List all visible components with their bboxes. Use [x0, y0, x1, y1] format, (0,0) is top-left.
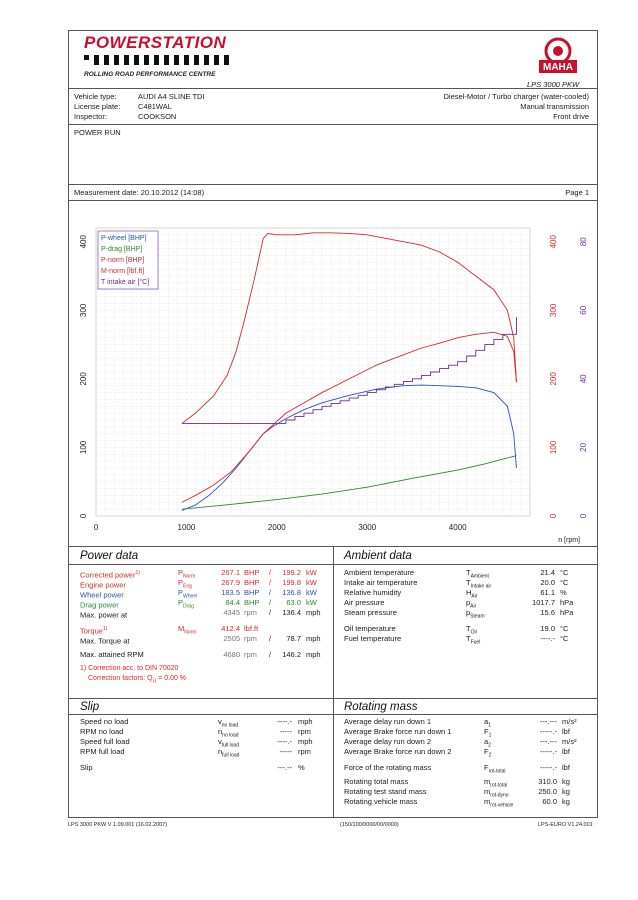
ambient-symbol: [466, 608, 485, 622]
slip-row-label: RPM no load: [80, 727, 124, 736]
symbol-subscript: rot-dyno: [490, 792, 509, 799]
rotating-mass-unit: m/s²: [562, 737, 577, 746]
symbol-subscript: Ambient: [470, 573, 489, 580]
symbol-base: v: [218, 737, 222, 746]
run-title: POWER RUN: [74, 128, 121, 137]
vehicle-type-label: Vehicle type:: [74, 92, 117, 101]
value-primary: 2505: [223, 634, 240, 643]
ambient-value: 61.1: [540, 588, 555, 597]
rotating-mass-value: 60.0: [542, 797, 557, 806]
checkered-flag-stripe-2: [89, 60, 234, 65]
right-temp-tick-label: 0: [579, 513, 588, 519]
value-primary: 267.1: [221, 568, 240, 577]
license-plate-label: License plate:: [74, 102, 121, 111]
torque-row-label: [80, 634, 129, 647]
label-text: Wheel power: [80, 590, 124, 600]
power-row-label: [80, 608, 127, 621]
slip-value: -----: [279, 727, 292, 736]
torque-symbol: [178, 624, 196, 638]
rotating-mass-row-label: Average Brake force run down 2: [344, 747, 452, 756]
symbol-base: M: [178, 624, 185, 633]
ambient-unit: %: [560, 588, 567, 597]
symbol-base: m: [484, 777, 491, 786]
footer-software-version: LPS 3000 PKW V 1.09.001 (16.02.2007): [68, 822, 168, 828]
ambient-unit: hPa: [560, 608, 574, 617]
transmission-type: Manual transmission: [520, 102, 589, 111]
engine-type: Diesel-Motor / Turbo charger (water-cooled): [443, 92, 589, 101]
symbol-subscript: Intake air: [470, 583, 492, 590]
note-value: = 0.00 %: [158, 675, 187, 682]
column-divider: [333, 546, 334, 698]
value-primary: 412.4: [221, 624, 240, 633]
left-tick-label: 0: [79, 513, 88, 519]
ambient-row-label: Air pressure: [344, 598, 385, 607]
slip-value: -----: [279, 747, 292, 756]
ambient-unit: °C: [560, 578, 569, 587]
ambient-row-label: Ambient temperature: [344, 568, 415, 577]
unit-secondary: mph: [306, 634, 321, 643]
footer-euro-version: LPS-EURO V1.24.001: [538, 822, 593, 828]
max-speed-unit: mph: [306, 650, 321, 659]
legend-entry: P-norm [BHP]: [101, 257, 145, 264]
page-number: Page 1: [565, 188, 589, 197]
ambient-unit: °C: [560, 634, 569, 643]
value-primary: 183.5: [221, 588, 240, 597]
divider: [68, 200, 598, 201]
unit-secondary: kW: [306, 578, 317, 587]
x-tick-label: 4000: [448, 523, 467, 532]
value-primary: 84.4: [225, 598, 240, 607]
symbol-subscript: rot-vehicle: [490, 802, 514, 809]
symbol-subscript: Air: [470, 603, 477, 610]
symbol-subscript: Norm: [183, 573, 196, 580]
slip-row-label: RPM full load: [80, 747, 125, 756]
dyno-model: LPS 3000 PKW: [527, 80, 580, 89]
footnote-mark: 1): [135, 570, 140, 576]
separator: /: [269, 608, 272, 617]
unit-primary: BHP: [244, 578, 260, 587]
right-temp-tick-label: 40: [579, 374, 588, 384]
slip-unit: rpm: [298, 747, 311, 756]
symbol-base: a: [484, 737, 489, 746]
divider: [68, 714, 598, 715]
slip-value: ---.--: [277, 763, 292, 772]
measurement-date-caption: Measurement date:: [74, 188, 139, 197]
rotating-mass-unit: kg: [562, 787, 570, 796]
rotating-mass-symbol: [484, 747, 491, 761]
rotating-mass-unit: kg: [562, 797, 570, 806]
symbol-base: P: [178, 598, 184, 607]
symbol-subscript: Drag: [183, 603, 194, 610]
symbol-subscript: Wheel: [183, 593, 198, 600]
slip-symbol: [218, 747, 239, 761]
left-tick-label: 300: [79, 303, 88, 317]
symbol-subscript: 1: [488, 722, 491, 729]
rotating-mass-title: Rotating mass: [344, 701, 418, 713]
rotating-mass-value: -----.-: [539, 727, 557, 736]
separator: /: [269, 588, 272, 597]
slip-row-label: Speed full load: [80, 737, 130, 746]
value-secondary: 136.8: [282, 588, 301, 597]
symbol-base: F: [484, 747, 489, 756]
rotating-mass-unit: m/s²: [562, 717, 577, 726]
slip-label: Slip: [80, 763, 93, 772]
maha-logo-text: MAHA: [543, 62, 573, 73]
symbol-base: a: [484, 717, 489, 726]
drive-type: Front drive: [553, 112, 589, 121]
symbol-base: P: [178, 588, 184, 597]
ambient-value: ----.-: [540, 634, 555, 643]
inspector-label: Inspector:: [74, 112, 107, 121]
correction-note: 1) Correction acc. to DIN 70020: [80, 665, 179, 672]
correction-factor-note: [88, 674, 186, 686]
power-run-chart: [68, 210, 598, 546]
symbol-subscript: 1: [488, 732, 492, 739]
slip-unit: mph: [298, 717, 313, 726]
unit-primary: BHP: [244, 568, 260, 577]
rotating-mass-symbol: [484, 763, 506, 777]
symbol-subscript: full load: [221, 742, 239, 749]
value-secondary: 199.8: [282, 578, 301, 587]
unit-secondary: kW: [306, 598, 317, 607]
slip-value: ----.-: [277, 737, 292, 746]
symbol-subscript: Oil: [470, 629, 477, 636]
rotating-mass-row-label: Average Brake force run down 1: [344, 727, 452, 736]
ambient-unit: °C: [560, 624, 569, 633]
label-text: Max. power at: [80, 610, 128, 620]
power-data-title: Power data: [80, 550, 139, 562]
symbol-subscript: Fuel: [470, 639, 481, 646]
symbol-base: m: [484, 787, 491, 796]
rotating-mass-value: -----.-: [539, 747, 557, 756]
right-power-tick-label: 400: [549, 235, 558, 249]
symbol-base: n: [218, 747, 223, 756]
max-speed-value: 146.2: [282, 650, 301, 659]
slip-value: ----.-: [277, 717, 292, 726]
left-tick-label: 100: [79, 440, 88, 455]
column-divider: [333, 698, 334, 818]
rotating-mass-value: ---.---: [539, 737, 557, 746]
separator: /: [269, 598, 272, 607]
x-tick-label: 3000: [358, 523, 377, 532]
max-rpm-label: Max. attained RPM: [80, 650, 144, 659]
unit-secondary: mph: [306, 608, 321, 617]
label-text: Max. Torque at: [80, 636, 130, 646]
max-rpm-unit: rpm: [244, 650, 257, 659]
ambient-value: 20.0: [540, 578, 555, 587]
right-power-tick-label: 100: [549, 440, 558, 455]
symbol-base: H: [466, 588, 472, 597]
ambient-unit: hPa: [560, 598, 574, 607]
unit-primary: rpm: [244, 608, 257, 617]
right-temp-tick-label: 60: [579, 305, 588, 315]
separator: /: [269, 650, 272, 659]
right-power-tick-label: 200: [549, 372, 558, 386]
symbol-base: p: [466, 608, 471, 617]
separator: /: [269, 568, 272, 577]
ambient-row-label: Fuel temperature: [344, 634, 402, 643]
max-rpm-value: 4680: [223, 650, 240, 659]
ambient-data-title: Ambient data: [344, 550, 412, 562]
value-primary: 267.9: [221, 578, 240, 587]
x-tick-label: 1000: [177, 523, 196, 532]
separator: /: [269, 578, 272, 587]
symbol-subscript: Air: [471, 593, 478, 600]
ambient-value: 1017.7: [532, 598, 555, 607]
ambient-symbol: [466, 634, 480, 648]
label-text: Torque: [80, 626, 103, 636]
rotating-mass-row-label: Average delay run down 2: [344, 737, 432, 746]
unit-secondary: kW: [306, 568, 317, 577]
separator: /: [269, 634, 272, 643]
rotating-mass-value: 250.0: [538, 787, 557, 796]
rotating-mass-value: 310.0: [538, 777, 557, 786]
symbol-base: T: [466, 634, 471, 643]
label-text: Corrected power: [80, 570, 136, 580]
unit-primary: BHP: [244, 598, 260, 607]
symbol-base: P: [178, 578, 184, 587]
unit-primary: rpm: [244, 634, 257, 643]
note-text: Correction factors: Q: [88, 675, 153, 682]
ambient-row-label: Relative humidity: [344, 588, 402, 597]
rotating-mass-value: ---.---: [539, 717, 557, 726]
license-plate-value: C481WAL: [138, 102, 172, 111]
measurement-date-label: [74, 188, 204, 198]
symbol-subscript: no load: [222, 732, 239, 739]
unit-secondary: kW: [306, 588, 317, 597]
brand-logo-text: POWERSTATION: [84, 33, 227, 52]
symbol-base: F: [484, 763, 489, 772]
divider: [68, 698, 598, 699]
label-text: Drag power: [80, 600, 119, 610]
rotating-mass-row-label: Rotating vehicle mass: [344, 797, 418, 806]
symbol-subscript: 2: [488, 742, 491, 749]
symbol-subscript: no load: [221, 722, 239, 729]
right-temp-tick-label: 80: [579, 237, 588, 247]
symbol-base: P: [178, 568, 184, 577]
symbol-subscript: Eng: [183, 583, 192, 590]
ambient-unit: °C: [560, 568, 569, 577]
divider: [68, 184, 598, 185]
symbol-base: F: [484, 727, 489, 736]
unit-primary: lbf.ft: [244, 624, 259, 633]
symbol-base: T: [466, 568, 471, 577]
brand-subtitle: ROLLING ROAD PERFORMANCE CENTRE: [84, 71, 216, 78]
left-tick-label: 400: [79, 235, 88, 249]
rotating-mass-unit: kg: [562, 777, 570, 786]
slip-unit: rpm: [298, 727, 311, 736]
footer-config-code: (150/100/0000/00/0000): [340, 822, 399, 828]
rotating-mass-unit: lbf: [562, 747, 570, 756]
left-tick-label: 200: [79, 372, 88, 386]
symbol-base: p: [466, 598, 471, 607]
maha-logo: [537, 36, 579, 76]
rotating-mass-row-label: Average delay run down 1: [344, 717, 432, 726]
slip-row-label: Speed no load: [80, 717, 129, 726]
symbol-subscript: rot-total: [490, 782, 508, 789]
rotating-mass-row-label: Rotating test stand mass: [344, 787, 427, 796]
label-text: Engine power: [80, 580, 126, 590]
value-primary: 4345: [223, 608, 240, 617]
ambient-row-label: Steam pressure: [344, 608, 397, 617]
slip-title: Slip: [80, 701, 100, 713]
ambient-row-label: Oil temperature: [344, 624, 396, 633]
unit-primary: BHP: [244, 588, 260, 597]
power-symbol: [178, 598, 194, 612]
value-secondary: 136.4: [282, 608, 301, 617]
rotating-mass-row-label: Rotating total mass: [344, 777, 409, 786]
right-temp-tick-label: 20: [579, 442, 588, 452]
rotating-mass-value: -----.-: [539, 763, 557, 772]
value-secondary: 199.2: [282, 568, 301, 577]
symbol-subscript: 2: [488, 752, 492, 759]
rotating-mass-symbol: [484, 797, 513, 811]
divider: [68, 124, 598, 125]
x-tick-label: 2000: [267, 523, 286, 532]
legend-entry: T intake air [°C]: [101, 279, 150, 286]
inspector-value: COOKSON: [138, 112, 177, 121]
symbol-subscript: full load: [222, 752, 240, 759]
legend-entry: M-norm [lbf.ft]: [101, 268, 145, 275]
legend-entry: P-drag [BHP]: [101, 246, 143, 253]
symbol-subscript: rot-total: [488, 768, 506, 775]
footnote-mark: 1): [102, 626, 108, 632]
ambient-row-label: Intake air temperature: [344, 578, 418, 587]
symbol-base: n: [218, 727, 223, 736]
right-power-tick-label: 300: [549, 303, 558, 317]
measurement-date-value: 20.10.2012 (14:08): [140, 188, 205, 197]
ambient-value: 19.0: [540, 624, 555, 633]
x-axis-unit: n [rpm]: [558, 537, 580, 544]
rotating-mass-row-label: Force of the rotating mass: [344, 763, 432, 772]
symbol-base: v: [218, 717, 222, 726]
rotating-mass-unit: lbf: [562, 763, 570, 772]
symbol-base: T: [466, 624, 471, 633]
ambient-value: 21.4: [540, 568, 555, 577]
symbol-base: T: [466, 578, 471, 587]
note-subscript: U: [152, 678, 157, 685]
x-tick-label: 0: [93, 523, 99, 532]
symbol-subscript: Norm: [184, 629, 197, 636]
legend-entry: P-wheel [BHP]: [101, 235, 147, 242]
symbol-subscript: Steam: [470, 613, 485, 620]
value-secondary: 63.0: [286, 598, 301, 607]
divider: [68, 88, 598, 89]
slip-unit: %: [298, 763, 305, 772]
ambient-value: 15.6: [540, 608, 555, 617]
slip-unit: mph: [298, 737, 313, 746]
vehicle-type-value: AUDI A4 SLINE TDI: [138, 92, 205, 101]
value-secondary: 78.7: [286, 634, 301, 643]
right-power-tick-label: 0: [549, 513, 558, 519]
rotating-mass-unit: lbf: [562, 727, 570, 736]
symbol-base: m: [484, 797, 491, 806]
